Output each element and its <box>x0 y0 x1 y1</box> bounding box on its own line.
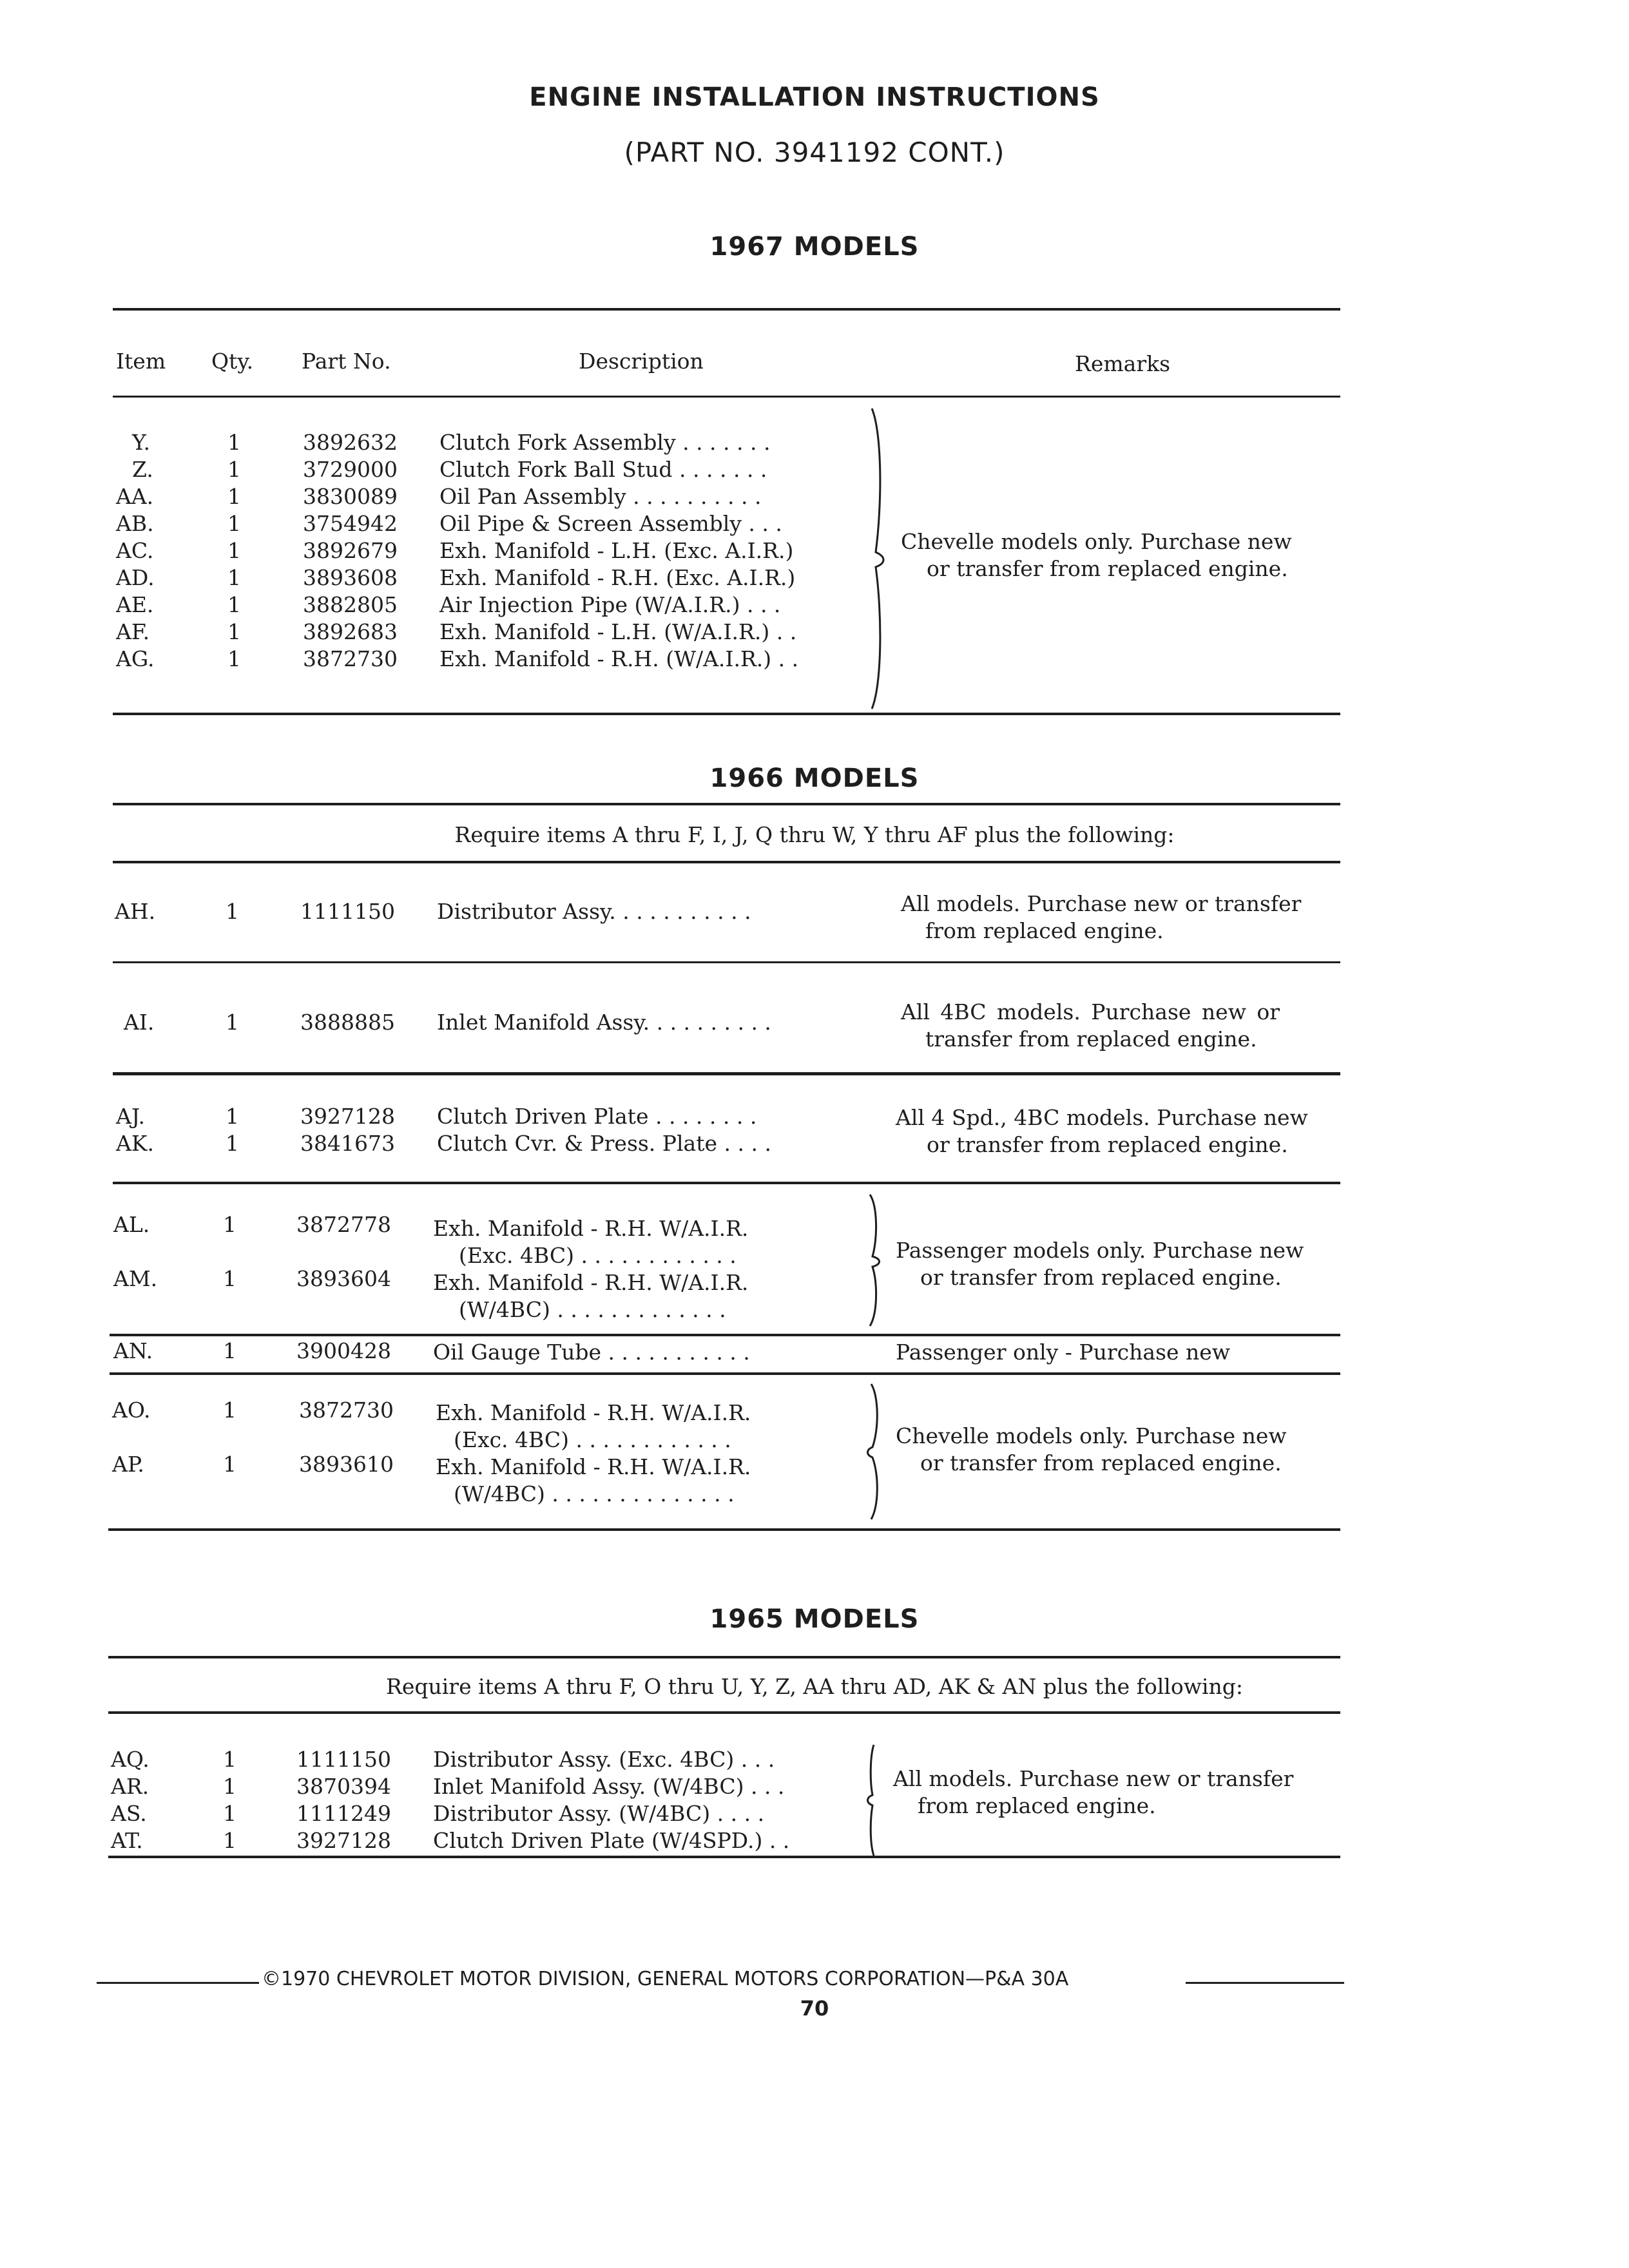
description: Air Injection Pipe (W/A.I.R.) . . . <box>439 592 781 617</box>
description: Distributor Assy. (Exc. 4BC) . . . <box>433 1747 775 1772</box>
item-code: AT. <box>111 1828 143 1853</box>
remark-line: or transfer from replaced engine. <box>920 1450 1282 1475</box>
item-code: AB. <box>116 511 154 536</box>
remark-line: or transfer from replaced engine. <box>920 1265 1282 1290</box>
description: Clutch Driven Plate . . . . . . . . <box>437 1104 757 1129</box>
part-number: 3888885 <box>300 1010 395 1035</box>
page-subtitle: (PART NO. 3941192 CONT.) <box>624 137 1005 168</box>
item-code: AK. <box>116 1131 154 1156</box>
qty: 1 <box>227 430 241 455</box>
description: Exh. Manifold - R.H. W/A.I.R. <box>433 1216 749 1241</box>
remark-line: All 4 Spd., 4BC models. Purchase new <box>896 1105 1308 1130</box>
item-code: AI. <box>124 1010 155 1035</box>
divider <box>108 1711 1340 1714</box>
item-code: AQ. <box>111 1747 149 1772</box>
item-code: AP. <box>112 1452 144 1477</box>
item-code: Y. <box>132 430 151 455</box>
item-code: AO. <box>112 1398 151 1423</box>
item-code: AJ. <box>116 1104 145 1129</box>
item-code: AE. <box>116 592 154 617</box>
description: Inlet Manifold Assy. . . . . . . . . . <box>437 1010 771 1035</box>
qty: 1 <box>223 1828 236 1853</box>
qty: 1 <box>223 1747 236 1772</box>
item-code: AL. <box>113 1212 150 1237</box>
part-number: 3892632 <box>303 430 398 455</box>
part-number: 3927128 <box>300 1104 395 1129</box>
description: Clutch Driven Plate (W/4SPD.) . . <box>433 1828 790 1853</box>
brace-icon <box>863 1383 889 1521</box>
description: Oil Pipe & Screen Assembly . . . <box>439 511 782 536</box>
col-remarks: Remarks <box>1075 351 1171 376</box>
item-code: AN. <box>113 1338 153 1363</box>
divider <box>110 1334 1340 1336</box>
remark-line: or transfer from replaced engine. <box>927 556 1288 581</box>
remarks-ao-ap <box>896 1423 1287 1477</box>
qty: 1 <box>227 538 241 563</box>
divider <box>113 308 1340 311</box>
divider <box>108 1656 1340 1658</box>
item-code: AD. <box>116 565 155 590</box>
description: Inlet Manifold Assy. (W/4BC) . . . <box>433 1774 785 1799</box>
description: Exh. Manifold - L.H. (Exc. A.I.R.) <box>439 538 794 563</box>
description: Exh. Manifold - R.H. W/A.I.R. <box>436 1400 751 1425</box>
description-cont: (Exc. 4BC) . . . . . . . . . . . . <box>454 1427 731 1452</box>
part-number: 3872778 <box>296 1212 391 1237</box>
part-number: 3927128 <box>296 1828 391 1853</box>
remarks-al-am <box>896 1237 1304 1291</box>
part-number: 3841673 <box>300 1131 395 1156</box>
qty: 1 <box>226 1010 239 1035</box>
part-number: 3893608 <box>303 565 398 590</box>
qty: 1 <box>226 899 239 924</box>
part-number: 3754942 <box>303 511 398 536</box>
description: Exh. Manifold - R.H. (W/A.I.R.) . . <box>439 646 799 671</box>
page-number: 70 <box>800 1996 829 2021</box>
item-code: AG. <box>116 646 155 671</box>
description-cont: (W/4BC) . . . . . . . . . . . . . . <box>454 1481 735 1506</box>
part-number: 1111150 <box>296 1747 391 1772</box>
divider <box>108 1528 1340 1531</box>
description: Clutch Fork Ball Stud . . . . . . . <box>439 457 767 482</box>
col-item: Item <box>116 349 166 374</box>
divider <box>113 1182 1340 1184</box>
remarks-aj-ak <box>896 1104 1308 1158</box>
remarks-ai <box>901 999 1280 1053</box>
part-number: 1111150 <box>300 899 395 924</box>
remark-line: from replaced engine. <box>918 1793 1156 1818</box>
description: Exh. Manifold - R.H. W/A.I.R. <box>433 1270 749 1295</box>
qty: 1 <box>227 511 241 536</box>
copyright-footer: ©1970 CHEVROLET MOTOR DIVISION, GENERAL MOTORS CORPORATION—P&A 30A <box>262 1968 1069 1990</box>
description: Exh. Manifold - R.H. (Exc. A.I.R.) <box>439 565 796 590</box>
qty: 1 <box>223 1338 236 1363</box>
description: Exh. Manifold - R.H. W/A.I.R. <box>436 1454 751 1479</box>
brace-icon <box>867 407 892 710</box>
section-title-1966: 1966 MODELS <box>709 764 920 793</box>
part-number: 3872730 <box>299 1398 394 1423</box>
col-desc: Description <box>579 349 704 374</box>
remark-line: from replaced engine. <box>925 918 1164 943</box>
footer-rule-left <box>97 1982 259 1984</box>
part-number: 3729000 <box>303 457 398 482</box>
description: Clutch Fork Assembly . . . . . . . <box>439 430 771 455</box>
description: Oil Pan Assembly . . . . . . . . . . <box>439 484 762 509</box>
part-number: 3892683 <box>303 619 398 644</box>
section-title-1967: 1967 MODELS <box>709 232 920 262</box>
divider <box>108 1856 1340 1858</box>
item-code: AA. <box>116 484 154 509</box>
qty: 1 <box>227 619 241 644</box>
description: Distributor Assy. (W/4BC) . . . . <box>433 1801 765 1826</box>
part-number: 3893610 <box>299 1452 394 1477</box>
description: Clutch Cvr. & Press. Plate . . . . <box>437 1131 771 1156</box>
remark: Passenger only - Purchase new <box>896 1340 1231 1365</box>
qty: 1 <box>226 1104 239 1129</box>
divider <box>113 1072 1340 1075</box>
page-title: ENGINE INSTALLATION INSTRUCTIONS <box>529 82 1100 112</box>
description-cont: (Exc. 4BC) . . . . . . . . . . . . <box>459 1243 737 1268</box>
description-cont: (W/4BC) . . . . . . . . . . . . . <box>459 1297 726 1322</box>
part-number: 3900428 <box>296 1338 391 1363</box>
remark-line: Passenger models only. Purchase new <box>896 1238 1304 1263</box>
require-note-1966: Require items A thru F, I, J, Q thru W, Y thru AF plus the following: <box>454 822 1175 847</box>
remark-line: All models. Purchase new or transfer <box>893 1766 1294 1791</box>
part-number: 3892679 <box>303 538 398 563</box>
qty: 1 <box>223 1452 236 1477</box>
item-code: AS. <box>111 1801 147 1826</box>
qty: 1 <box>227 646 241 671</box>
divider <box>110 1372 1340 1375</box>
col-part: Part No. <box>302 349 391 374</box>
item-code: AH. <box>115 899 156 924</box>
part-number: 3870394 <box>296 1774 391 1799</box>
remarks-ah <box>901 890 1301 945</box>
qty: 1 <box>223 1212 236 1237</box>
item-code: Z. <box>132 457 153 482</box>
remark-line: transfer from replaced engine. <box>925 1026 1257 1052</box>
remark-line: or transfer from replaced engine. <box>927 1132 1288 1157</box>
brace-icon <box>863 1744 889 1857</box>
remarks-1965 <box>893 1765 1293 1820</box>
description: Distributor Assy. . . . . . . . . . . <box>437 899 751 924</box>
remark-line: All models. Purchase new or transfer <box>901 891 1302 916</box>
part-number: 1111249 <box>296 1801 391 1826</box>
part-number: 3893604 <box>296 1266 391 1291</box>
remark-line: All 4BC models. Purchase new or <box>901 999 1280 1024</box>
item-code: AF. <box>116 619 150 644</box>
divider <box>113 861 1340 863</box>
qty: 1 <box>223 1774 236 1799</box>
divider <box>113 961 1340 963</box>
part-number: 3872730 <box>303 646 398 671</box>
require-note-1965: Require items A thru F, O thru U, Y, Z, AA thru AD, AK & AN plus the following: <box>386 1674 1243 1699</box>
qty: 1 <box>226 1131 239 1156</box>
qty: 1 <box>227 592 241 617</box>
part-number: 3882805 <box>303 592 398 617</box>
item-code: AC. <box>116 538 154 563</box>
qty: 1 <box>223 1266 236 1291</box>
section-title-1965: 1965 MODELS <box>709 1604 920 1634</box>
remarks-1967 <box>901 528 1292 582</box>
qty: 1 <box>227 457 241 482</box>
part-number: 3830089 <box>303 484 398 509</box>
remark-line: Chevelle models only. Purchase new <box>896 1423 1287 1448</box>
qty: 1 <box>223 1801 236 1826</box>
brace-icon <box>863 1193 889 1327</box>
col-qty: Qty. <box>211 349 254 374</box>
qty: 1 <box>227 484 241 509</box>
divider <box>113 396 1340 398</box>
qty: 1 <box>227 565 241 590</box>
item-code: AR. <box>111 1774 149 1799</box>
remark-line: Chevelle models only. Purchase new <box>901 529 1292 554</box>
description: Exh. Manifold - L.H. (W/A.I.R.) . . <box>439 619 797 644</box>
footer-rule-right <box>1186 1982 1344 1984</box>
item-code: AM. <box>113 1266 158 1291</box>
divider <box>113 803 1340 805</box>
qty: 1 <box>223 1398 236 1423</box>
divider <box>113 713 1340 715</box>
description: Oil Gauge Tube . . . . . . . . . . . <box>433 1340 750 1365</box>
